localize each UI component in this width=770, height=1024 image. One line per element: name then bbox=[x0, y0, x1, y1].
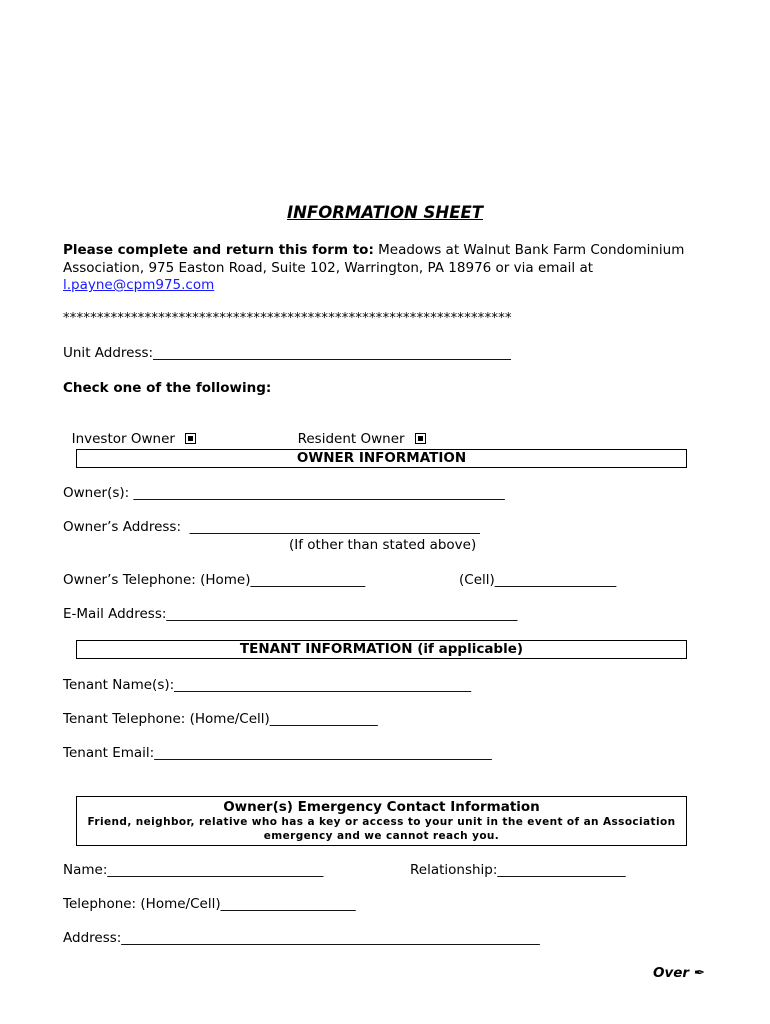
owner-address-field[interactable]: Owner’s Address: ___________________________________________ bbox=[63, 519, 480, 535]
resident-owner-label: Resident Owner bbox=[297, 431, 405, 447]
separator: ****************************************************************** bbox=[63, 311, 512, 326]
emergency-name-field[interactable]: Name:________________________________ bbox=[63, 862, 324, 878]
intro-paragraph bbox=[63, 242, 723, 295]
resident-owner-checkbox[interactable] bbox=[415, 433, 426, 444]
owner-address-note: (If other than stated above) bbox=[289, 537, 477, 553]
owner-info-box bbox=[76, 449, 687, 468]
emergency-phone-field[interactable]: Telephone: (Home/Cell)____________________ bbox=[63, 896, 356, 912]
owner-phone-home-field[interactable]: Owner’s Telephone: (Home)_________________ bbox=[63, 572, 366, 588]
emergency-address-field[interactable]: Address:______________________________________________________________ bbox=[63, 930, 540, 946]
emergency-info-box bbox=[76, 796, 687, 846]
unit-address-field[interactable]: Unit Address:_____________________________________________________ bbox=[63, 345, 511, 361]
over-footer: Over ✒ bbox=[653, 965, 706, 981]
intro-line1: Meadows at Walnut Bank Farm Condominium bbox=[373, 242, 685, 258]
emergency-sub-line1: Friend, neighbor, relative who has a key or access to your unit in the event of an Association bbox=[87, 816, 676, 828]
tenant-email-field[interactable]: Tenant Email:__________________________________________________ bbox=[63, 745, 492, 761]
owner-phone-cell-field[interactable]: (Cell)__________________ bbox=[459, 572, 617, 588]
resident-owner-option[interactable] bbox=[289, 415, 426, 447]
tenant-info-heading: TENANT INFORMATION (if applicable) bbox=[239, 641, 524, 657]
investor-owner-checkbox[interactable] bbox=[185, 433, 196, 444]
emergency-heading: Owner(s) Emergency Contact Information bbox=[223, 799, 540, 815]
page-title: INFORMATION SHEET bbox=[286, 203, 484, 222]
intro-lead: Please complete and return this form to: bbox=[63, 242, 374, 258]
investor-owner-label: Investor Owner bbox=[71, 431, 175, 447]
emergency-sub-line2: emergency and we cannot reach you. bbox=[263, 830, 500, 842]
owner-info-heading: OWNER INFORMATION bbox=[296, 450, 467, 466]
email-link[interactable]: l.payne@cpm975.com bbox=[63, 277, 215, 293]
check-heading: Check one of the following: bbox=[63, 380, 272, 396]
owner-email-field[interactable]: E-Mail Address:____________________________________________________ bbox=[63, 606, 518, 622]
tenant-names-field[interactable]: Tenant Name(s):____________________________________________ bbox=[63, 677, 472, 693]
emergency-relationship-field[interactable]: Relationship:___________________ bbox=[410, 862, 626, 878]
tenant-phone-field[interactable]: Tenant Telephone: (Home/Cell)________________ bbox=[63, 711, 378, 727]
tenant-info-box bbox=[76, 640, 687, 659]
investor-owner-option[interactable] bbox=[63, 415, 196, 447]
owners-field[interactable]: Owner(s): _______________________________________________________ bbox=[63, 485, 505, 501]
intro-line2: Association, 975 Easton Road, Suite 102, Warrington, PA 18976 or via email at bbox=[63, 259, 594, 276]
